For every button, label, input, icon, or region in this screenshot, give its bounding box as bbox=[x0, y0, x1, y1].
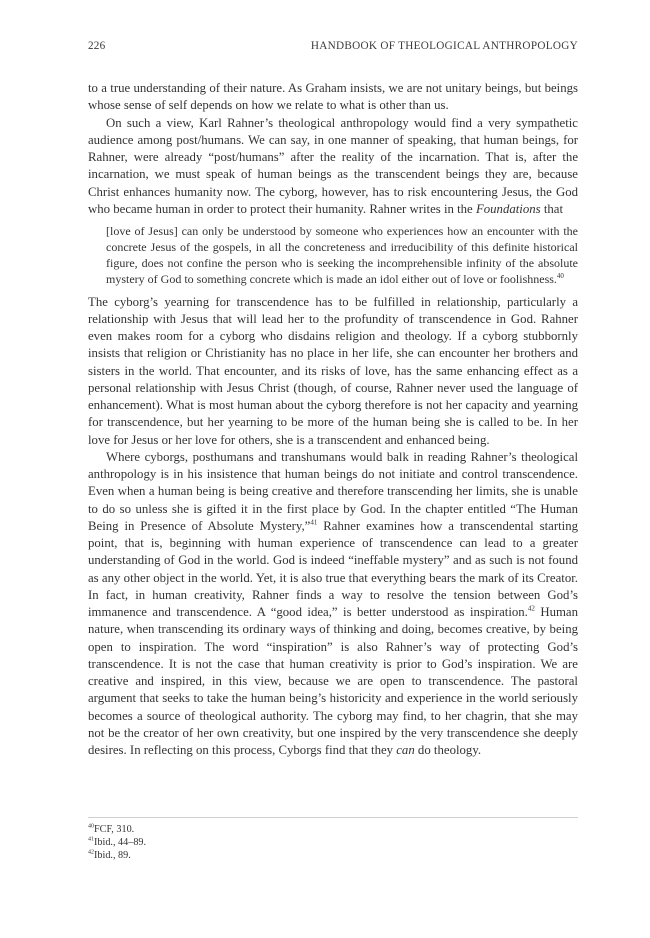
footnote-ref-42: 42 bbox=[527, 604, 535, 613]
footnote-number: 40 bbox=[88, 823, 94, 830]
footnote-divider bbox=[88, 817, 578, 818]
paragraph-2-end: that bbox=[540, 201, 564, 216]
body-text bbox=[88, 80, 578, 759]
footnote-text: Ibid., 89. bbox=[94, 849, 131, 861]
footnote-ref-41: 41 bbox=[310, 518, 318, 527]
paragraph-4 bbox=[88, 449, 578, 760]
paragraph-2-text: On such a view, Karl Rahner’s theological anthropology would find a very sympathetic audience among post/humans. We can say, in one manner of speaking, that human beings, for Rahner, were already “post/humans” after the reality of the incarnation. That is, after the incarnation, we must speak of human beings as the transcendent beings they are, because Christ enhances humanity now. The cyborg, however, has to risk encountering Jesus, the God who became human in order to protect their humanity. Rahner writes in the bbox=[88, 115, 578, 216]
running-head bbox=[88, 40, 578, 60]
footnote-41 bbox=[88, 837, 578, 850]
paragraph-4-part-a: Where cyborgs, posthumans and transhumans would balk in reading Rahner’s theological anthropology is in his insistence that human beings do not initiate and control transcendence. Even when a human being is being creative and therefore transcending her limits, she is unable to do so unless she is gifted it in the first place by God. In the chapter entitled “The Human Being in Presence of Absolute Mystery,” bbox=[88, 449, 578, 533]
paragraph-4-part-c: Human nature, when transcending its ordinary ways of thinking and doing, becomes creative, by being open to inspiration. The word “inspiration” is also Rahner’s way of protecting God’s transcendence. It is not the case that human creativity is prior to God’s inspiration. We are creative and inspired, in this view, because we are open to transcendence. The pastoral argument that seeks to take the human being’s historicity and experience in the world seriously becomes a source of theological authority. The cyborg may find, to her chagrin, that she may not be the creator of her own creativity, but one inspired by the very transcendence she deeply desires. In reflecting on this process, Cyborgs find that they bbox=[88, 605, 578, 758]
footnotes bbox=[88, 824, 578, 862]
footnote-ref-40: 40 bbox=[556, 271, 564, 280]
paragraph-3: The cyborg’s yearning for transcendence has to be fulfilled in relationship, particularly a relationship with Jesus that will lead her to the profundity of transcendence in God. Rahner even makes room for a cyborg who disdains religion and theology. If a cyborg stubbornly insists that religion or Christianity has no place in her life, she can encounter her brothers and sisters in the world. That encounter, and its risks of love, has the same enhancing effect as a personal relationship with Jesus Christ (though, of course, Rahner never used the language of enhancement). What is most human about the cyborg therefore is not her capacity and yearning for transcendence, but her yearning to be more of the human being she is called to be. In her love for Jesus or her love for others, she is a transcendent and enhanced being. bbox=[88, 294, 578, 447]
footnote-text: Ibid., 44–89. bbox=[94, 836, 147, 848]
page-number: 226 bbox=[88, 40, 106, 52]
paragraph-2 bbox=[88, 115, 578, 219]
paragraph-4-part-b: Rahner examines how a transcendental starting point, that is, beginning with human experience of transcendence can lead to a greater understanding of God in the world. God is indeed “ineffable mystery” and as such is not found as any other object in the world. Yet, it is also true that everything bears the mark of its Creator. In fact, in human creativity, Rahner finds a way to resolve the tension between God’s immanence and transcendence. A “good idea,” is better understood as inspiration. bbox=[88, 518, 578, 620]
running-title: HANDBOOK OF THEOLOGICAL ANTHROPOLOGY bbox=[310, 40, 578, 52]
footnote-text: FCF, 310. bbox=[94, 824, 135, 835]
paragraph-4-end: do theology. bbox=[414, 743, 482, 758]
block-quote bbox=[106, 224, 578, 288]
footnote-number: 41 bbox=[88, 836, 94, 843]
page bbox=[88, 40, 578, 759]
emphasis-can: can bbox=[396, 743, 415, 758]
footnote-number: 42 bbox=[88, 849, 94, 856]
footnote-42 bbox=[88, 850, 578, 863]
block-quote-text: [love of Jesus] can only be understood by someone who experiences how an encounter with the concrete Jesus of the gospels, in all the concreteness and irreducibility of this definite historical figure, does not confine the person who is seeking the incomprehensible infinity of the absolute mystery of God to something concrete which is made an idol either out of love or foolishness. bbox=[106, 224, 578, 286]
footnote-40 bbox=[88, 824, 578, 837]
foundations-title: Foundations bbox=[475, 201, 541, 216]
paragraph-1: to a true understanding of their nature. As Graham insists, we are not unitary beings, but beings whose sense of self depends on how we relate to what is other than us. bbox=[88, 81, 578, 113]
